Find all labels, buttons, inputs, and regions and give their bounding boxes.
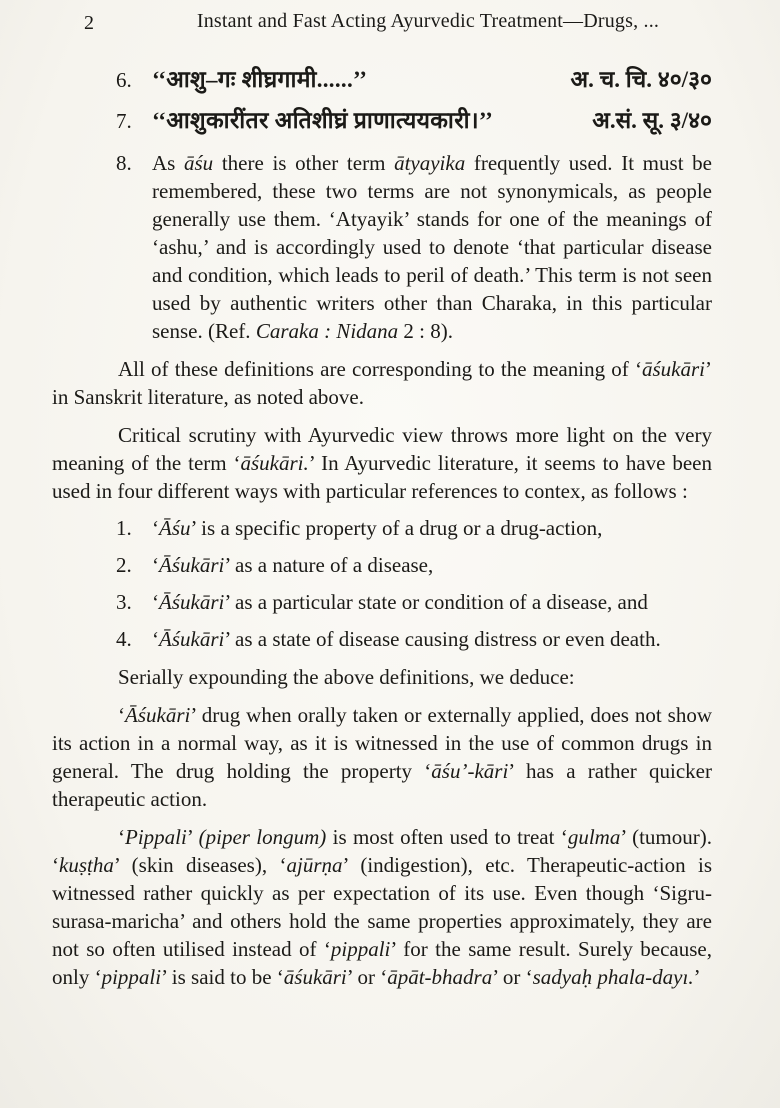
sanskrit-quote-item-7 <box>116 103 712 135</box>
running-header <box>52 10 712 40</box>
definition-item-3 <box>116 588 712 616</box>
paragraph-pippali: ‘Pippali’ (piper longum) is most often used to treat ‘gulma’ (tumour). ‘kuṣṭha’ (skin diseases), ‘ajūrṇa’ (indigestion), etc. Therapeutic-action is witnessed rather quickly as per expectation of its use. Even though ‘Sigru-surasa-maricha’ and others hold the same properties approximately, they are not so often utilised instead of ‘pippali’ for the same result. Surely because, only ‘pippali’ is said to be ‘āśukāri’ or ‘āpāt-bhadra’ or ‘sadyaḥ phala-dayı.’ <box>52 825 712 989</box>
scripture-reference: अ. च. चि. ४०/३० <box>570 67 712 92</box>
sanskrit-quote-text: ‘‘आशु–गः शीघ्रगामी......’’ <box>152 67 368 92</box>
list-number: 4. <box>116 627 132 651</box>
list-number: 8. <box>116 151 132 175</box>
list-number: 7. <box>116 109 132 133</box>
definition-item-4 <box>116 625 712 653</box>
list-item-text: As āśu there is other term ātyayika frequently used. It must be remembered, these two terms are not synonymicals, as people generally use them. ‘Atyayik’ stands for one of the meanings of ‘ashu,’ and is accordingly used to denote ‘that particular disease and condition, which leads to peril of death.’ This term is not seen used by authentic writers other than Charaka, in this particular sense. (Ref. Caraka : Nidana 2 : 8). <box>152 151 713 343</box>
list-item-8 <box>116 149 712 345</box>
paragraph-all-definitions: All of these definitions are corresponding to the meaning of ‘āśukāri’ in Sanskrit literature, as noted above. <box>52 357 712 409</box>
definition-text: ‘Āśu’ is a specific property of a drug or a drug-action, <box>152 516 603 540</box>
list-number: 3. <box>116 590 132 614</box>
list-number: 2. <box>116 553 132 577</box>
definition-text: ‘Āśukāri’ as a state of disease causing distress or even death. <box>152 627 661 651</box>
definition-item-1 <box>116 514 712 542</box>
page-number: 2 <box>84 12 94 34</box>
sanskrit-quote-item-6 <box>116 62 712 94</box>
paragraph-critical-scrutiny: Critical scrutiny with Ayurvedic view throws more light on the very meaning of the term ‘āśukāri.’ In Ayurvedic literature, it seems to have been used in four different ways with particular references to contex, as follows : <box>52 423 712 503</box>
paragraph-serially: Serially expounding the above definitions, we deduce: <box>118 665 575 689</box>
list-number: 6. <box>116 68 132 92</box>
header-title: Instant and Fast Acting Ayurvedic Treatment—Drugs, ... <box>196 10 660 32</box>
definition-text: ‘Āśukāri’ as a particular state or condition of a disease, and <box>152 590 648 614</box>
paragraph-asukari-drug: ‘Āśukāri’ drug when orally taken or externally applied, does not show its action in a normal way, as it is witnessed in the use of common drugs in general. The drug holding the property ‘āśu’-kāri’ has a rather quicker therapeutic action. <box>52 703 712 811</box>
definition-item-2 <box>116 551 712 579</box>
scripture-reference: अ.सं. सू. ३/४० <box>592 108 712 133</box>
definition-text: ‘Āśukāri’ as a nature of a disease, <box>152 553 434 577</box>
list-number: 1. <box>116 516 132 540</box>
sanskrit-quote-text: ‘‘आशुकारींतर अतिशीघ्रं प्राणात्ययकारी।’’ <box>152 108 494 133</box>
